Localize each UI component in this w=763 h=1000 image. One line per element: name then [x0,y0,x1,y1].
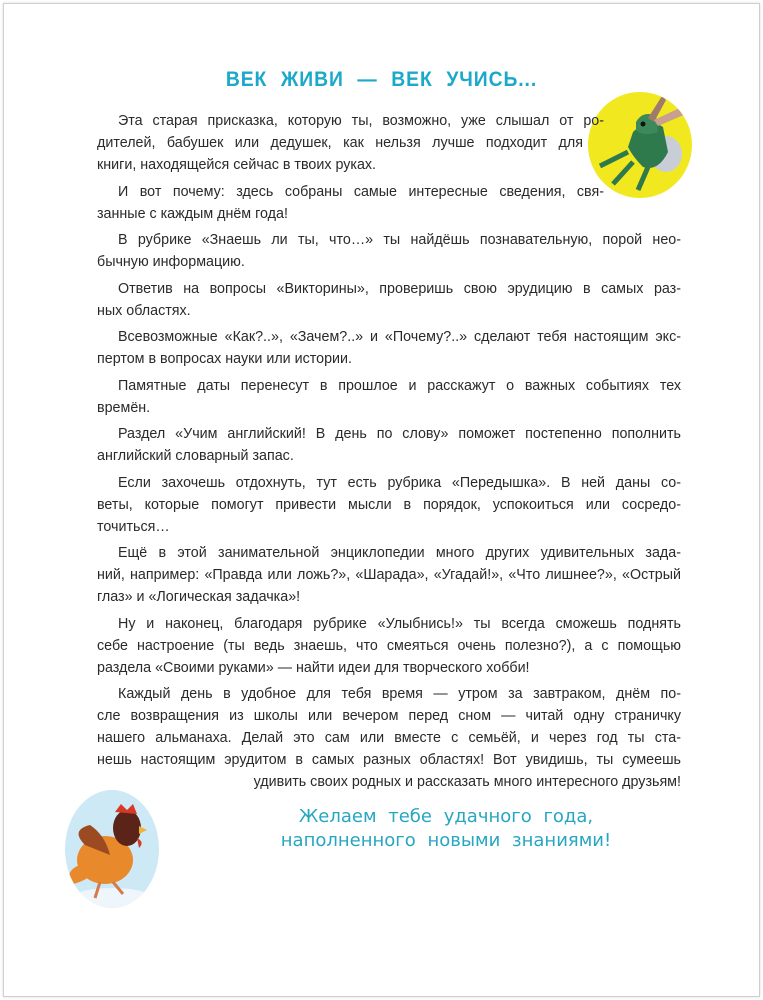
text-line: раздела «Своими руками» — найти идеи для творческого хобби! [97,659,530,676]
text-line: Если захочешь отдохнуть, тут есть рубрика «Передышка». В ней даны со- [118,474,681,491]
paragraph [97,278,681,322]
paragraph [97,542,681,608]
text-line: Каждый день в удобное для тебя время — утром за завтраком, днём по- [118,686,681,702]
page-title: ВЕК ЖИВИ — ВЕК УЧИСЬ... [225,68,538,91]
text-line: сле возвращения из школы или вечером перед сном — читай одну страничку [97,708,681,724]
text-line: Эта старая присказка, которую ты, возможно, уже слышал от ро- [118,113,604,129]
paragraph [97,181,681,225]
text-line: ний, например: «Правда или ложь?», «Шарада», «Угадай!», «Что лишнее?», «Острый [97,567,681,583]
text-line: И вот почему: здесь собраны самые интересные сведения, свя- [118,183,604,200]
text-line: Всевозможные «Как?..», «Зачем?..» и «Почему?..» сделают тебя настоящим экс- [118,329,681,345]
paragraph [97,423,681,467]
closing-line: наполненного новыми знаниями! [280,830,612,851]
text-line: Ну и наконец, благодаря рубрике «Улыбнись!» ты всегда сможешь поднять [118,615,681,632]
paragraph [97,683,681,793]
paragraph [97,375,681,419]
text-line: себе настроение (ты ведь знаешь, что смеяться очень полезно?), а с помощью [97,637,681,654]
text-line: ных областях. [97,302,191,319]
closing-line: Желаем тебе удачного года, [298,806,594,827]
paragraph [97,229,681,273]
text-line: точиться… [97,518,170,535]
closing-wish [236,805,656,853]
text-line: времён. [97,399,151,416]
text-line: дителей, бабушек или дедушек, как нельзя лучше подходит для [97,135,583,151]
paragraph [97,613,681,679]
text-line: занные с каждым днём года! [97,205,288,222]
paragraph [97,110,681,176]
text-line: Памятные даты перенесут в прошлое и расскажут о важных событиях тех [118,377,681,394]
text-line: пертом в вопросах науки или истории. [97,351,352,367]
text-line: глаз» и «Логическая задачка»! [97,589,301,605]
text-line: нашего альманаха. Делай это сам или вместе с семьёй, и через год ты ста- [97,730,681,746]
text-line: Раздел «Учим английский! В день по слову» поможет постепенно пополнить [118,426,681,442]
paragraph [97,326,681,370]
text-line: Ещё в этой занимательной энциклопедии много других удивительных зада- [118,545,681,561]
paragraph [97,472,681,538]
text-line: веты, которые помогут привести мысли в порядок, успокоиться или сосредо- [97,496,681,513]
text-line: бычную информацию. [97,254,245,270]
text-line: нешь настоящим эрудитом в самых разных областях! Вот увидишь, ты сумеешь [97,752,681,768]
text-line: удивить своих родных и рассказать много интересного друзьям! [253,774,681,790]
hen-illustration [65,790,159,908]
text-line: В рубрике «Знаешь ли ты, что…» ты найдёшь познавательную, порой нео- [118,232,681,248]
text-line: английский словарный запас. [97,448,294,464]
intro-text [97,110,681,798]
text-line: книги, находящейся сейчас в твоих руках. [97,157,377,173]
text-line: Ответив на вопросы «Викторины», проверишь свою эрудицию в самых раз- [118,280,681,297]
